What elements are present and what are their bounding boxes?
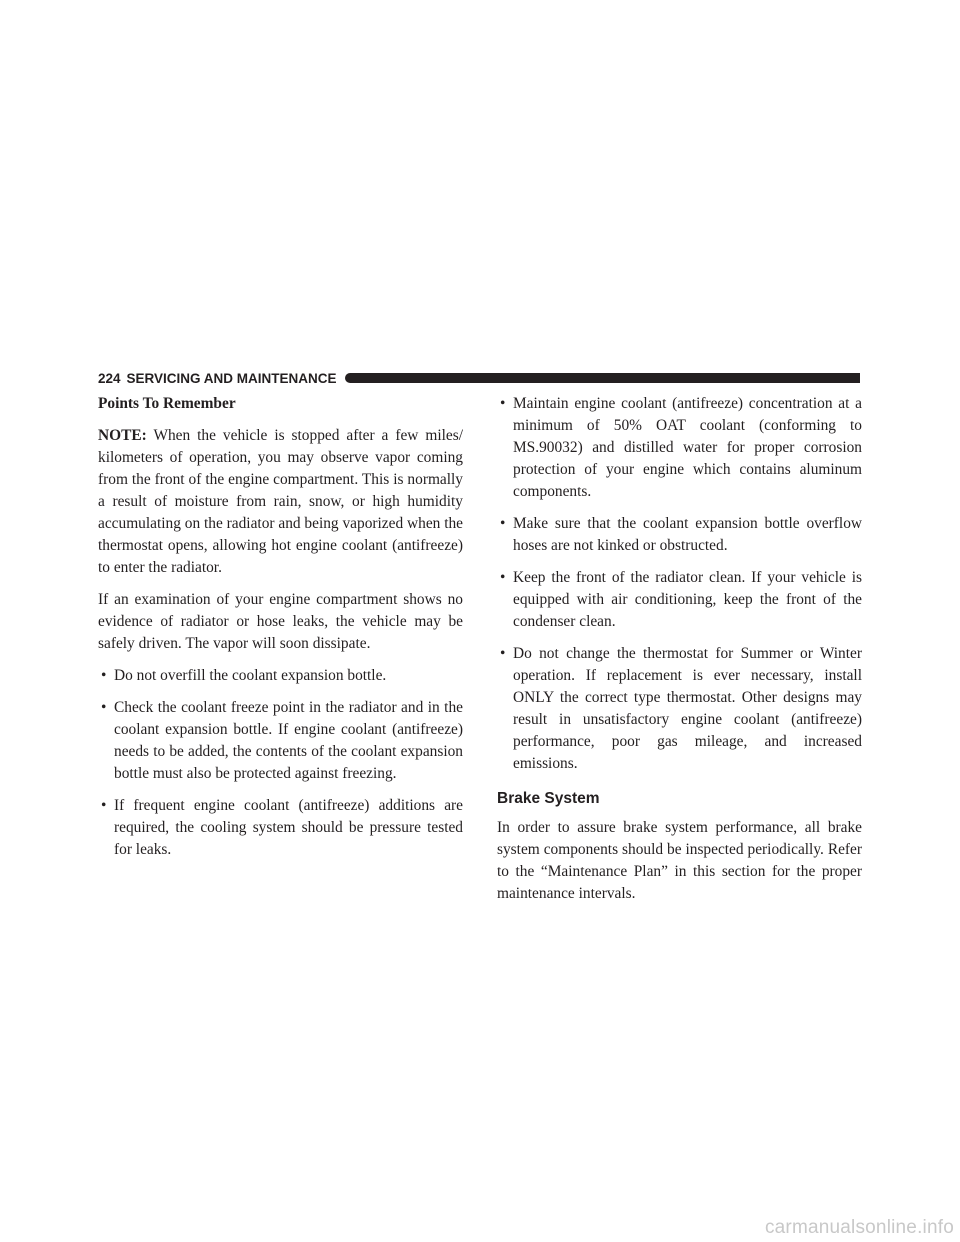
bullet-icon: • bbox=[500, 645, 506, 662]
list-item bbox=[497, 393, 862, 503]
bullet-icon: • bbox=[500, 395, 506, 412]
list-item-text: Do not overfill the coolant expansion bottle. bbox=[114, 667, 387, 684]
bullet-icon: • bbox=[101, 667, 107, 684]
header-rule bbox=[345, 373, 860, 383]
note-label: NOTE: bbox=[98, 427, 147, 444]
watermark: carmanualsonline.info bbox=[764, 1217, 954, 1238]
bullet-icon: • bbox=[500, 515, 506, 532]
list-item-text: Make sure that the coolant expansion bottle overflow hoses are not kinked or obstructed. bbox=[513, 515, 862, 554]
list-item bbox=[497, 567, 862, 633]
list-item-text: Do not change the thermostat for Summer or Winter operation. If replacement is ever necessary, install ONLY the correct type thermostat. Other designs may result in unsatisfactory engine coolant (antifreeze) performance, poor gas mileage, and increased emissions. bbox=[513, 645, 862, 772]
note-text: When the vehicle is stopped after a few miles/ kilometers of operation, you may observe vapor coming from the front of the engine compartment. This is normally a result of moisture from rain, snow, or high humidity accumulating on the radiator and being vaporized when the thermostat opens, allowing hot engine coolant (antifreeze) to enter the radiator. bbox=[98, 427, 463, 576]
list-item-text: Maintain engine coolant (antifreeze) concentration at a minimum of 50% OAT coolant (conforming to MS.90032) and distilled water for proper corrosion protection of your engine which contains aluminum components. bbox=[513, 395, 862, 500]
note-paragraph bbox=[98, 425, 463, 579]
points-to-remember-heading: Points To Remember bbox=[98, 395, 236, 412]
section-title: SERVICING AND MAINTENANCE bbox=[126, 370, 337, 386]
brake-system-paragraph: In order to assure brake system performance, all brake system components should be inspected periodically. Refer to the “Maintenance Plan” in this section for the proper maintenance intervals. bbox=[497, 819, 862, 902]
brake-system-heading: Brake System bbox=[497, 790, 600, 807]
left-bullet-list bbox=[98, 665, 463, 861]
examination-paragraph: If an examination of your engine compartment shows no evidence of radiator or hose leaks, the vehicle may be safely driven. The vapor will soon dissipate. bbox=[98, 591, 463, 652]
list-item-text: Check the coolant freeze point in the radiator and in the coolant expansion bottle. If engine coolant (antifreeze) needs to be added, the contents of the coolant expansion bottle must also be protected against freezing. bbox=[114, 699, 463, 782]
bullet-icon: • bbox=[500, 569, 506, 586]
left-column bbox=[98, 393, 463, 871]
list-item-text: If frequent engine coolant (antifreeze) additions are required, the cooling system should be pressure tested for leaks. bbox=[114, 797, 463, 858]
bullet-icon: • bbox=[101, 699, 107, 716]
page-header bbox=[98, 369, 860, 387]
right-bullet-list bbox=[497, 393, 862, 775]
list-item bbox=[98, 795, 463, 861]
list-item bbox=[98, 697, 463, 785]
list-item bbox=[497, 643, 862, 775]
list-item-text: Keep the front of the radiator clean. If your vehicle is equipped with air conditioning, keep the front of the condenser clean. bbox=[513, 569, 862, 630]
right-column bbox=[497, 393, 862, 915]
list-item bbox=[497, 513, 862, 557]
page-number: 224 bbox=[98, 370, 121, 386]
list-item bbox=[98, 665, 463, 687]
bullet-icon: • bbox=[101, 797, 107, 814]
